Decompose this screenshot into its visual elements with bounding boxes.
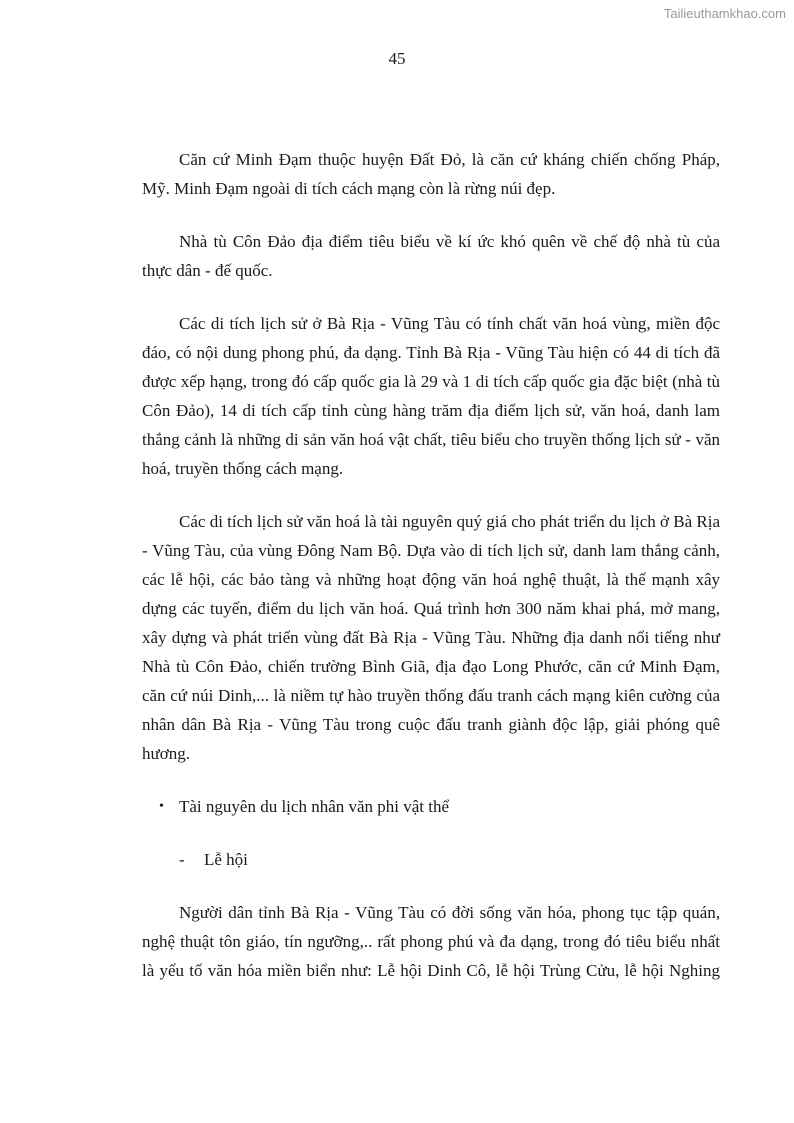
watermark: Tailieuthamkhao.com xyxy=(663,6,786,21)
dash-item xyxy=(179,845,720,874)
bullet-text: Tài nguyên du lịch nhân văn phi vật thể xyxy=(179,797,450,816)
dash-text: Lễ hội xyxy=(204,850,248,869)
paragraph-minh-dam: Căn cứ Minh Đạm thuộc huyện Đất Đỏ, là căn cứ kháng chiến chống Pháp, Mỹ. Minh Đạm ngoài di tích cách mạng còn là rừng núi đẹp. xyxy=(142,150,720,198)
bullet-icon: • xyxy=(159,799,164,814)
paragraph-historical-sites: Các di tích lịch sử ở Bà Rịa - Vũng Tàu có tính chất văn hoá vùng, miền độc đáo, có nội dung phong phú, đa dạng. Tỉnh Bà Rịa - Vũng Tàu hiện có 44 di tích đã được xếp hạng, trong đó cấp quốc gia là 29 và 1 di tích cấp quốc gia đặc biệt (nhà tù Côn Đảo), 14 di tích cấp tỉnh cùng hàng trăm địa điểm lịch sử, văn hoá, danh lam thắng cảnh là những di sản văn hoá vật chất, tiêu biểu cho truyền thống lịch sử - văn hoá, truyền thống cách mạng. xyxy=(142,314,720,478)
paragraph-tourism-resources: Các di tích lịch sử văn hoá là tài nguyên quý giá cho phát triển du lịch ở Bà Rịa - Vũng Tàu, của vùng Đông Nam Bộ. Dựa vào di tích lịch sử, danh lam thắng cảnh, các lễ hội, các bảo tàng và những hoạt động văn hoá nghệ thuật, là thế mạnh xây dựng các tuyến, điểm du lịch văn hoá. Quá trình hơn 300 năm khai phá, mở mang, xây dựng và phát triển vùng đất Bà Rịa - Vũng Tàu. Những địa danh nổi tiếng như Nhà tù Côn Đảo, chiến trường Bình Giã, địa đạo Long Phước, căn cứ Minh Đạm, căn cứ núi Dinh,... là niềm tự hào truyền thống đấu tranh cách mạng kiên cường của nhân dân Bà Rịa - Vũng Tàu trong cuộc đấu tranh giành độc lập, giải phóng quê hương. xyxy=(142,512,720,763)
document-body xyxy=(142,145,720,1009)
paragraph-festivals: Người dân tỉnh Bà Rịa - Vũng Tàu có đời sống văn hóa, phong tục tập quán, nghệ thuật tôn giáo, tín ngưỡng,.. rất phong phú và đa dạng, trong đó tiêu biểu nhất là yếu tố văn hóa miền biển như: Lễ hội Dinh Cô, lễ hội Trùng Cửu, lễ hội Nghing xyxy=(142,903,720,980)
paragraph-con-dao: Nhà tù Côn Đảo địa điểm tiêu biểu về kí ức khó quên về chế độ nhà tù của thực dân - đế quốc. xyxy=(142,232,720,280)
dash-icon: - xyxy=(179,850,185,869)
bullet-item xyxy=(142,792,720,821)
page-number: 45 xyxy=(388,49,406,68)
